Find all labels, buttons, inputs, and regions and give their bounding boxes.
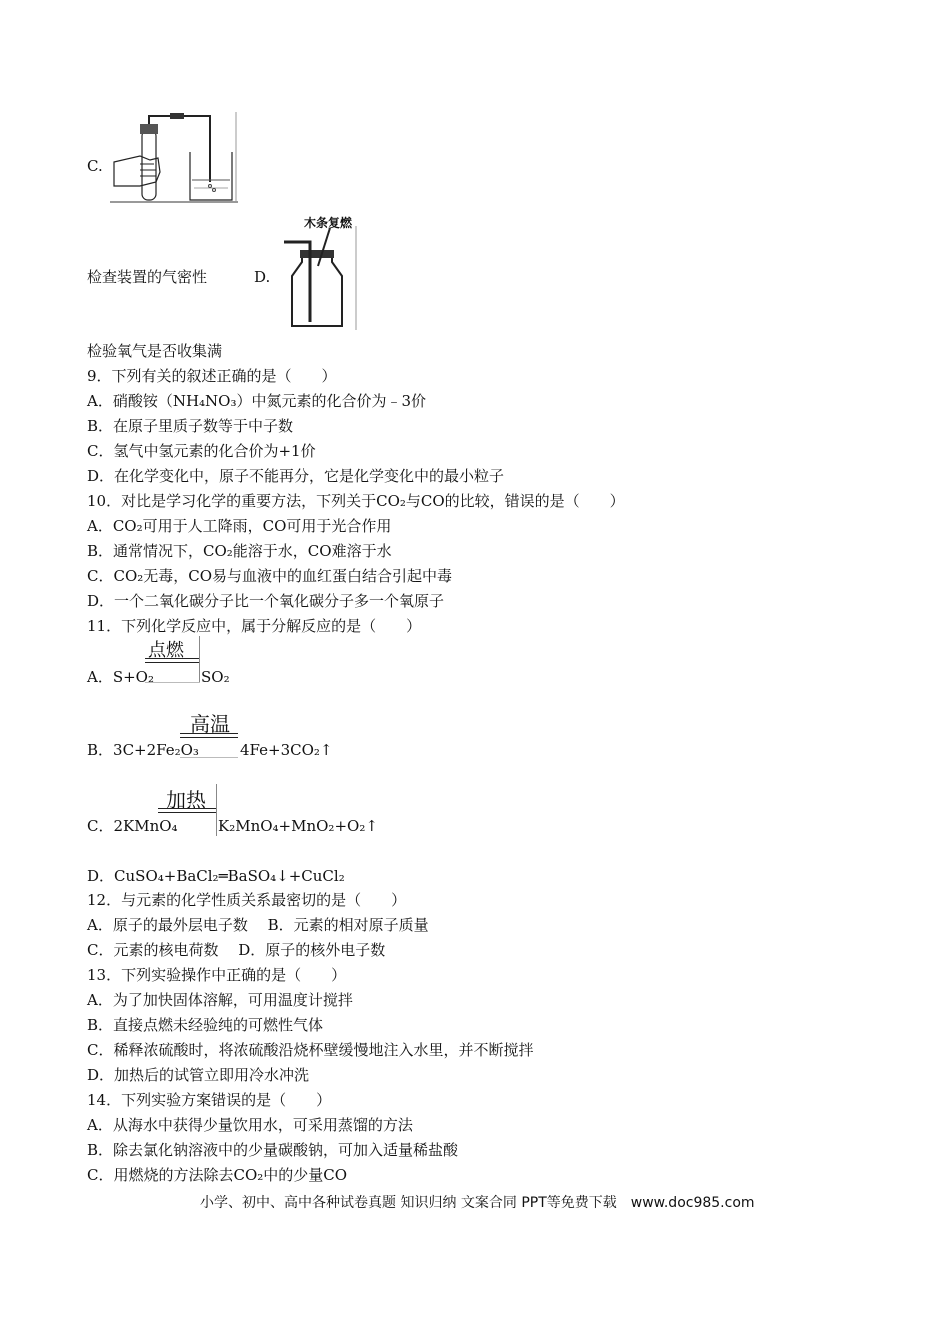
q11-option-d: D．CuSO₄+BaCl₂═BaSO₄↓+CuCl₂: [87, 867, 345, 885]
q11-b-condition-bar: [180, 733, 238, 734]
q8-option-d-caption: 检验氧气是否收集满: [87, 342, 223, 360]
q12-stem: 12．与元素的化学性质关系最密切的是（ ）: [87, 891, 407, 909]
q11-a-condition: 点燃: [148, 640, 184, 661]
q9-option-d: D．在化学变化中，原子不能再分，它是化学变化中的最小粒子: [87, 467, 505, 485]
q11-option-c-left: C．2KMnO₄: [87, 817, 178, 835]
q11-a-box-edge: [199, 636, 200, 682]
q11-option-a-right: SO₂: [201, 668, 230, 686]
q9-stem: 9．下列有关的叙述正确的是（ ）: [87, 367, 337, 385]
q14-stem: 14．下列实验方案错误的是（ ）: [87, 1091, 332, 1109]
q10-option-b: B．通常情况下，CO₂能溶于水，CO难溶于水: [87, 542, 392, 560]
q11-a-condition-bar: [145, 662, 200, 663]
q9-option-c: C．氢气中氢元素的化合价为+1价: [87, 442, 316, 460]
q11-b-condition: 高温: [190, 712, 230, 736]
q10-option-c: C．CO₂无毒，CO易与血液中的血红蛋白结合引起中毒: [87, 567, 453, 585]
q13-option-a: A．为了加快固体溶解，可用温度计搅拌: [87, 991, 353, 1009]
q14-option-a: A．从海水中获得少量饮用水，可采用蒸馏的方法: [87, 1116, 413, 1134]
q9-option-b: B．在原子里质子数等于中子数: [87, 417, 294, 435]
d-figure-label: 木条复燃: [304, 216, 353, 230]
q12-options-cd: C．元素的核电荷数 D．原子的核外电子数: [87, 941, 386, 959]
q8-option-d-label: D.: [254, 268, 271, 286]
q14-option-b: B．除去氯化钠溶液中的少量碳酸钠，可加入适量稀盐酸: [87, 1141, 459, 1159]
q11-a-condition-bar: [145, 658, 200, 659]
q8-option-c-caption: 检查装置的气密性: [87, 268, 208, 286]
q11-option-c-right: K₂MnO₄+MnO₂+O₂↑: [218, 817, 378, 835]
q10-option-a: A．CO₂可用于人工降雨，CO可用于光合作用: [87, 517, 392, 535]
q13-option-b: B．直接点燃未经验纯的可燃性气体: [87, 1016, 324, 1034]
q11-c-condition-bar: [158, 808, 216, 809]
q9-option-a: A．硝酸铵（NH₄NO₃）中氮元素的化合价为﹣3价: [87, 392, 427, 410]
q11-option-a-left: A．S+O₂: [87, 668, 154, 686]
q13-stem: 13．下列实验操作中正确的是（ ）: [87, 966, 347, 984]
airtightness-check-figure: [110, 112, 238, 204]
q14-option-c: C．用燃烧的方法除去CO₂中的少量CO: [87, 1166, 348, 1184]
q11-option-b-left: B．3C+2Fe₂O₃: [87, 741, 199, 759]
q10-option-d: D．一个二氧化碳分子比一个氧化碳分子多一个氧原子: [87, 592, 445, 610]
q13-option-c: C．稀释浓硫酸时，将浓硫酸沿烧杯壁缓慢地注入水里，并不断搅拌: [87, 1041, 534, 1059]
oxygen-collection-check-figure: [280, 226, 360, 332]
q11-b-condition-bar: [180, 737, 238, 738]
q12-options-ab: A．原子的最外层电子数 B．元素的相对原子质量: [87, 916, 429, 934]
q11-option-b-right: 4Fe+3CO₂↑: [240, 741, 333, 759]
q11-c-condition-bar: [158, 812, 216, 813]
q11-stem: 11．下列化学反应中，属于分解反应的是（ ）: [87, 617, 422, 635]
q8-option-c-label: C.: [87, 157, 103, 175]
q10-stem: 10．对比是学习化学的重要方法，下列关于CO₂与CO的比较，错误的是（ ）: [87, 492, 625, 510]
q11-c-box-edge: [216, 784, 217, 836]
page-footer: 小学、初中、高中各种试卷真题 知识归纳 文案合同 PPT等免费下载 www.doc985.com: [200, 1195, 755, 1211]
q11-c-condition: 加热: [166, 788, 206, 812]
q13-option-d: D．加热后的试管立即用冷水冲洗: [87, 1066, 310, 1084]
